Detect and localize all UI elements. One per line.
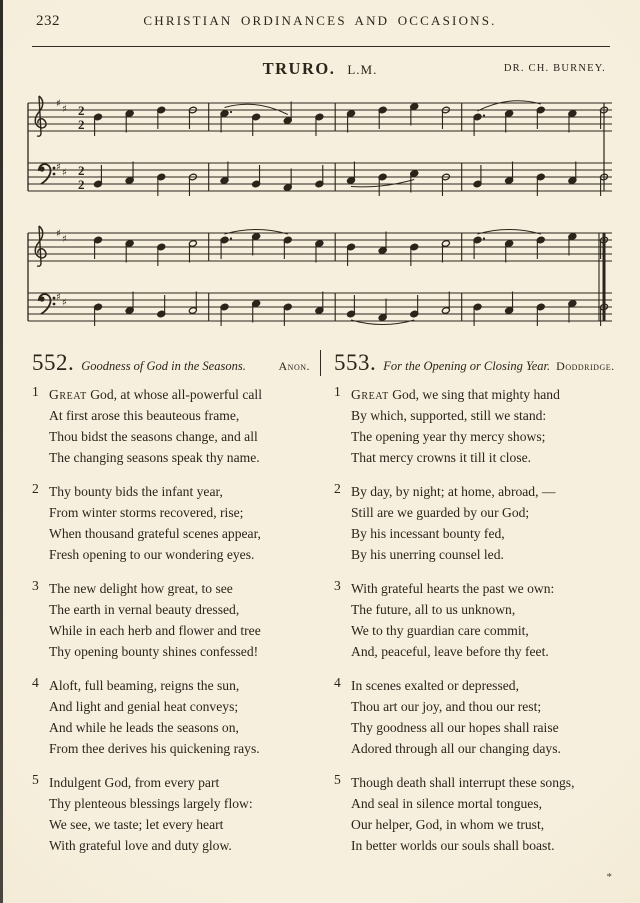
svg-text:♯: ♯: [62, 103, 67, 115]
verse-line: Fresh opening to our wondering eyes.: [49, 547, 255, 562]
svg-text:♯: ♯: [62, 167, 67, 179]
verse-line: By his incessant bounty fed,: [351, 526, 505, 541]
verse-line: And while he leads the seasons on,: [49, 720, 239, 735]
verse-line: Thou bidst the seasons change, and all: [49, 429, 258, 444]
verse: [32, 675, 310, 759]
verse: [334, 384, 612, 468]
svg-text:♯: ♯: [56, 228, 61, 240]
verse-line: And seal in silence mortal tongues,: [351, 796, 543, 811]
verse: [334, 675, 612, 759]
verse-line: Though death shall interrupt these songs,: [351, 775, 575, 790]
verse-line: Our helper, God, in whom we trust,: [351, 817, 545, 832]
verse: [334, 578, 612, 662]
verse-line: And light and genial heat conveys;: [49, 699, 239, 714]
verse-line: At first arose this beauteous frame,: [49, 408, 240, 423]
verse-number: 1: [32, 384, 39, 399]
hymn-heading: [334, 350, 615, 376]
composer-credit: DR. CH. BURNEY.: [503, 63, 606, 74]
verse: [32, 578, 310, 662]
hymn-author: Anon.: [278, 359, 310, 373]
running-header: CHRISTIAN ORDINANCES AND OCCASIONS.: [143, 13, 497, 28]
tune-title: TRURO.: [262, 59, 336, 78]
column-divider: [320, 350, 321, 376]
hymn-heading: [32, 350, 310, 376]
hymn-columns: [0, 342, 640, 869]
verses: [32, 384, 310, 856]
verse-number: 3: [334, 578, 341, 593]
verse-number: 4: [32, 675, 39, 690]
verse-line: From thee derives his quickening rays.: [49, 741, 260, 756]
verse-line: Thou art our joy, and thou our rest;: [351, 699, 542, 714]
verse-line: Great God, we sing that mighty hand: [351, 387, 560, 402]
verse-line: Thy bounty bids the infant year,: [49, 484, 223, 499]
svg-text:2: 2: [78, 117, 85, 132]
hymn-column-1: [334, 350, 615, 869]
verse: [334, 772, 612, 856]
hymn-number: 553.: [334, 350, 377, 375]
verse-line: With grateful love and duty glow.: [49, 838, 232, 853]
verse-line: Indulgent God, from every part: [49, 775, 220, 790]
verse-line: By day, by night; at home, abroad, —: [351, 484, 556, 499]
svg-text:♯: ♯: [56, 98, 61, 110]
corner-mark: *: [606, 871, 612, 883]
verse-line: We to thy guardian care commit,: [351, 623, 529, 638]
hymn-column-0: [32, 350, 310, 869]
svg-text:♯: ♯: [62, 233, 67, 245]
header-rule: [32, 46, 610, 47]
page-header: [0, 0, 640, 39]
verse-line: When thousand grateful scenes appear,: [49, 526, 261, 541]
svg-text:2: 2: [78, 103, 85, 118]
verse-line: Thy goodness all our hopes shall raise: [351, 720, 559, 735]
verses: [334, 384, 612, 856]
hymn-number: 552.: [32, 350, 75, 375]
verse-number: 5: [334, 772, 341, 787]
verse-line: The opening year thy mercy shows;: [351, 429, 546, 444]
verse-line: Still are we guarded by our God;: [351, 505, 530, 520]
verse-line: From winter storms recovered, rise;: [49, 505, 244, 520]
verse-line: While in each herb and flower and tree: [49, 623, 261, 638]
verse-number: 4: [334, 675, 341, 690]
hymn-title: For the Opening or Closing Year.: [383, 359, 551, 373]
tune-meter: L.M.: [347, 62, 378, 77]
verse-line: The changing seasons speak thy name.: [49, 450, 260, 465]
verse-line: And, peaceful, leave before thy feet.: [351, 644, 549, 659]
verse-number: 2: [32, 481, 39, 496]
verse-line: Great God, at whose all-powerful call: [49, 387, 262, 402]
verse-line: By which, supported, still we stand:: [351, 408, 547, 423]
verse-number: 2: [334, 481, 341, 496]
verse-line: The new delight how great, to see: [49, 581, 233, 596]
verse: [334, 481, 612, 565]
verse-number: 3: [32, 578, 39, 593]
verse-line: Thy plenteous blessings largely flow:: [49, 796, 253, 811]
verse-line: That mercy crowns it till it close.: [351, 450, 532, 465]
verse-line: Aloft, full beaming, reigns the sun,: [49, 678, 240, 693]
verse-number: 1: [334, 384, 341, 399]
hymn-title: Goodness of God in the Seasons.: [81, 359, 246, 373]
verse: [32, 384, 310, 468]
page-number: 232: [36, 13, 60, 29]
verse-line: We see, we taste; let every heart: [49, 817, 224, 832]
verse-line: With grateful hearts the past we own:: [351, 581, 555, 596]
sheet-music-svg: [20, 85, 620, 337]
svg-text:2: 2: [78, 177, 85, 192]
svg-text:♯: ♯: [62, 297, 67, 309]
hymn-author: Doddridge.: [556, 359, 615, 373]
music-notation: [20, 85, 620, 342]
verse-line: In better worlds our souls shall boast.: [351, 838, 555, 853]
verse-line: Thy opening bounty shines confessed!: [49, 644, 259, 659]
verse-line: The future, all to us unknown,: [351, 602, 516, 617]
verse-line: By his unerring counsel led.: [351, 547, 504, 562]
verse-line: Adored through all our changing days.: [351, 741, 561, 756]
svg-text:2: 2: [78, 163, 85, 178]
svg-text:♯: ♯: [56, 292, 61, 303]
verse-line: The earth in vernal beauty dressed,: [49, 602, 240, 617]
tune-heading: [0, 59, 640, 81]
svg-text:♯: ♯: [56, 162, 61, 173]
verse: [32, 481, 310, 565]
verse-line: In scenes exalted or depressed,: [351, 678, 519, 693]
verse: [32, 772, 310, 856]
verse-number: 5: [32, 772, 39, 787]
